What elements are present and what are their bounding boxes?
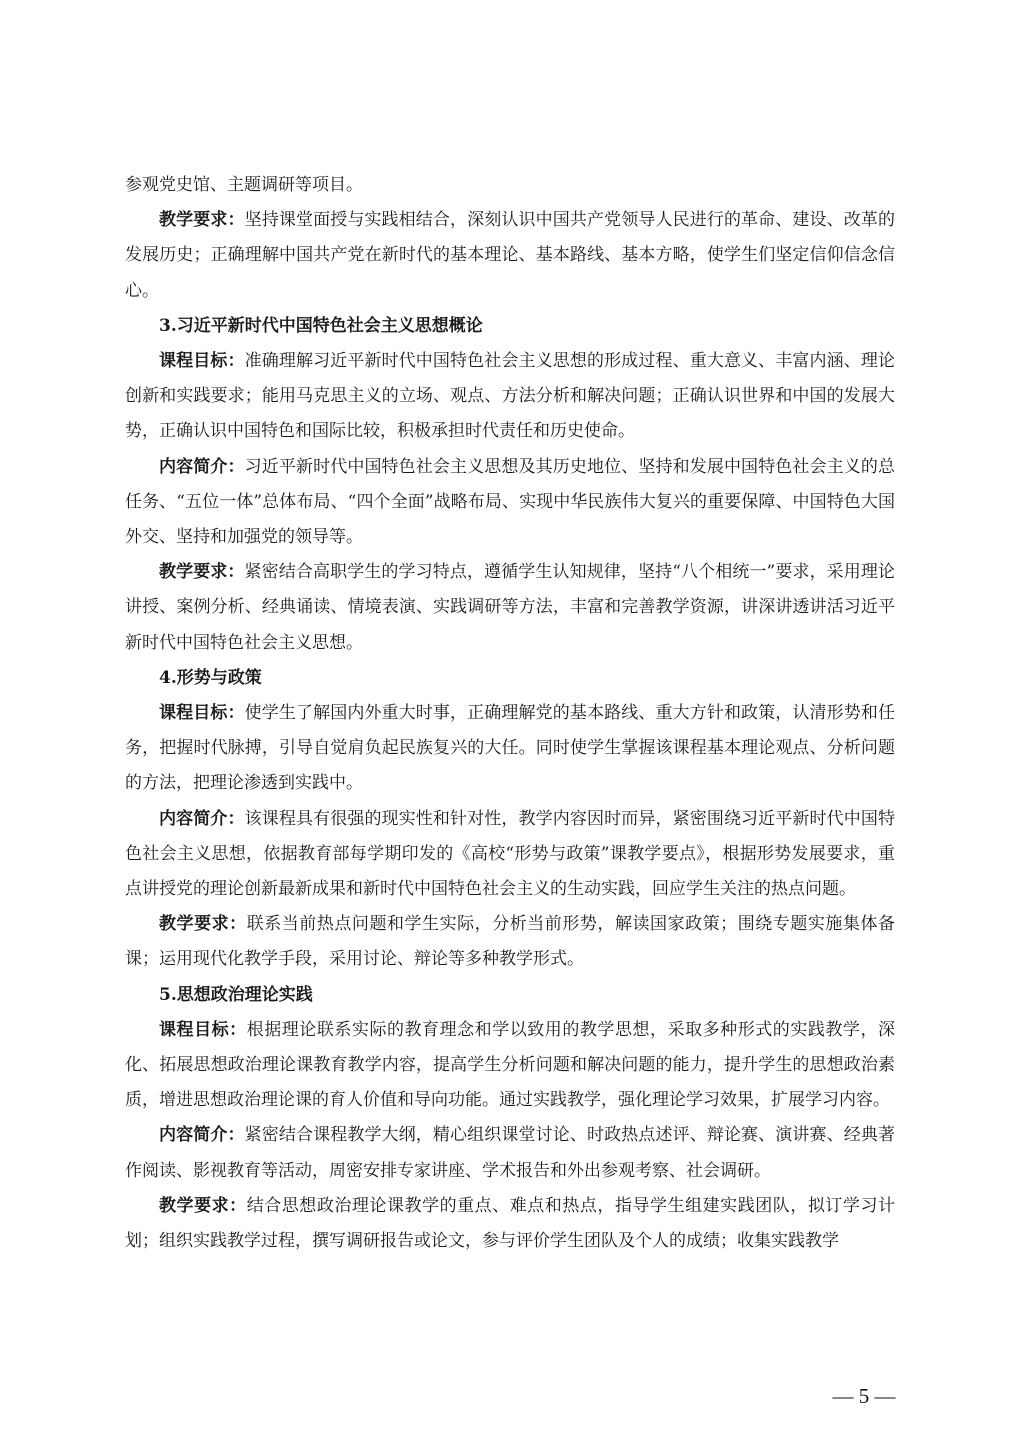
para-label: 教学要求：: [159, 210, 245, 231]
para-label: 教学要求：: [159, 562, 245, 583]
para-label: 内容简介：: [159, 1125, 245, 1146]
para-label: 课程目标：: [159, 351, 245, 372]
para-label: 内容简介：: [159, 456, 245, 477]
s5-content-summary: [125, 1118, 895, 1188]
para-label: 教学要求：: [159, 1195, 247, 1216]
section-4-heading: 4.形势与政策: [159, 667, 262, 688]
para-label: 课程目标：: [159, 703, 245, 724]
s4-course-goal: [125, 696, 895, 802]
para-text: 结合思想政治理论课教学的重点、难点和热点，指导学生组建实践团队，拟订学习计划；组织实践教学过程，撰写调研报告或论文，参与评价学生团队及个人的成绩；收集实践教学: [125, 1195, 896, 1252]
s3-teaching-requirements: [125, 555, 895, 661]
para-text: 紧密结合高职学生的学习特点，遵循学生认知规律，坚持“八个相统一”要求，采用理论讲授、案例分析、经典诵读、情境表演、实践调研等方法，丰富和完善教学资源，讲深讲透讲活习近平新时代中国特色社会主义思想。: [125, 562, 896, 653]
para-text: 紧密结合课程教学大纲，精心组织课堂讨论、时政热点述评、辩论赛、演讲赛、经典著作阅读、影视教育等活动，周密安排专家讲座、学术报告和外出参观考察、社会调研。: [125, 1125, 896, 1181]
para-text: 联系当前热点问题和学生实际，分析当前形势，解读国家政策；围绕专题实施集体备课；运用现代化教学手段，采用讨论、辩论等多种教学形式。: [125, 914, 896, 970]
para-text: 根据理论联系实际的教育理念和学以致用的教学思想，采取多种形式的实践教学，深化、拓展思想政治理论课教育教学内容，提高学生分析问题和解决问题的能力，提升学生的思想政治素质，增进思想政治理论课的育人价值和导向功能。通过实践教学，强化理论学习效果，扩展学习内容。: [125, 1019, 896, 1111]
para-label: 教学要求：: [159, 914, 247, 935]
para-text: 准确理解习近平新时代中国特色社会主义思想的形成过程、重大意义、丰富内涵、理论创新和实践要求；能用马克思主义的立场、观点、方法分析和解决问题；正确认识世界和中国的发展大势，正确认识中国特色和国际比较，积极承担时代责任和历史使命。: [125, 351, 896, 442]
para-label: 内容简介：: [159, 808, 245, 829]
s3-content-summary: [125, 450, 895, 556]
document-body: [125, 168, 895, 1259]
section-5-heading: 5.思想政治理论实践: [159, 984, 313, 1005]
page-number: — 5 —: [832, 1384, 896, 1408]
para-text: 习近平新时代中国特色社会主义思想及其历史地位、坚持和发展中国特色社会主义的总任务、“五位一体”总体布局、“四个全面”战略布局、实现中华民族伟大复兴的重要保障、中国特色大国外交、坚持和加强党的领导等。: [125, 456, 896, 548]
s4-teaching-requirements: [125, 907, 895, 977]
s5-course-goal: [125, 1013, 895, 1119]
s3-course-goal: [125, 344, 895, 450]
s4-content-summary: [125, 802, 895, 908]
para-text: 坚持课堂面授与实践相结合，深刻认识中国共产党领导人民进行的革命、建设、改革的发展历史；正确理解中国共产党在新时代的基本理论、基本路线、基本方略，使学生们坚定信仰信念信心。: [125, 210, 896, 301]
para-text: 使学生了解国内外重大时事，正确理解党的基本路线、重大方针和政策，认清形势和任务，把握时代脉搏，引导自觉肩负起民族复兴的大任。同时使学生掌握该课程基本理论观点、分析问题的方法，把理论渗透到实践中。: [125, 703, 896, 794]
section-3-heading: 3.习近平新时代中国特色社会主义思想概论: [159, 315, 483, 336]
s5-teaching-requirements: [125, 1189, 895, 1259]
intro-tail-paragraph: 参观党史馆、主题调研等项目。: [125, 175, 363, 195]
para-label: 课程目标：: [159, 1019, 247, 1040]
para-text: 该课程具有很强的现实性和针对性，教学内容因时而异，紧密围绕习近平新时代中国特色社会主义思想，依据教育部每学期印发的《高校“形势与政策”课教学要点》，根据形势发展要求，重点讲授党的理论创新最新成果和新时代中国特色社会主义的生动实践，回应学生关注的热点问题。: [125, 808, 896, 900]
s2-teaching-requirements: [125, 203, 895, 309]
